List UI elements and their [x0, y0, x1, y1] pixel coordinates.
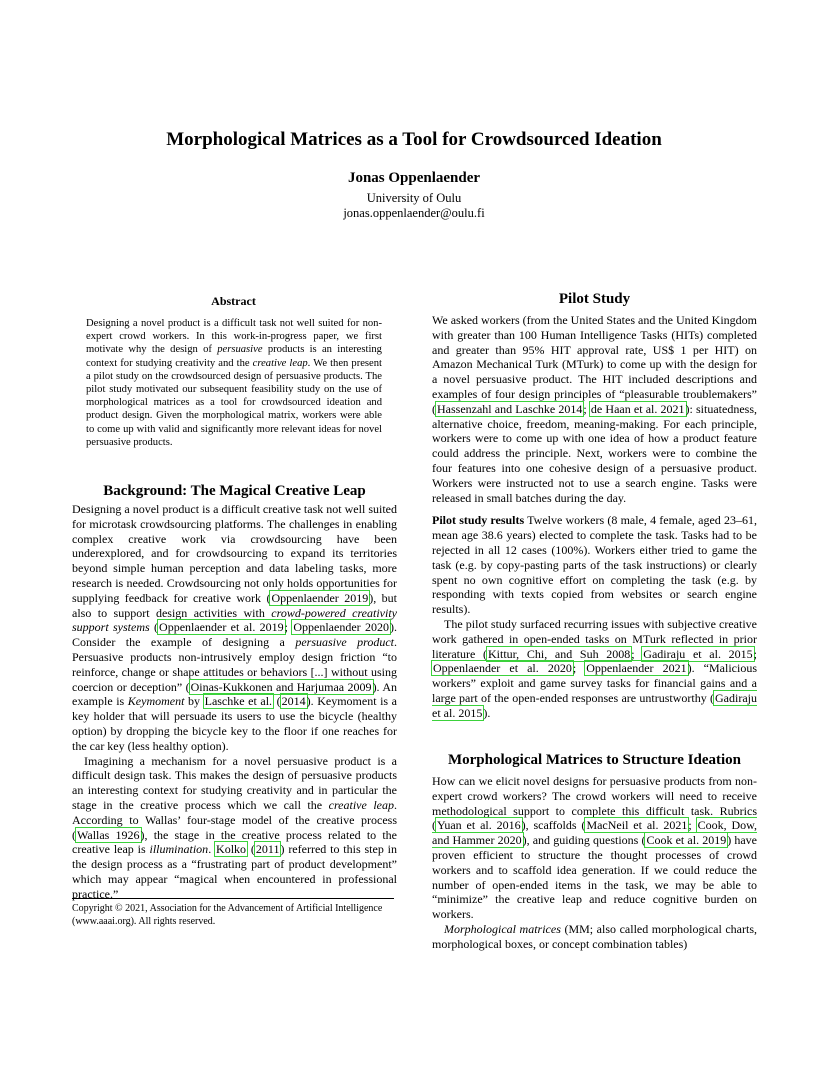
background-paragraph-2: Imagining a mechanism for a novel persuasive product is a difficult design task. This makes the design of persuasive products an interesting context for studying creativity and in particular the stage in the creative process which we call the creative leap. According to Wallas’ four-stage model of the creative process (Wallas 1926), the stage in the creative process related to the creative leap is illumination. Kolko (2011) referred to this step in the design process as a “frustrating part of product development” which may appear “magical when encountered in professional practice.” [72, 753, 398, 901]
citation-link[interactable]: Oppenlaender 2020 [293, 620, 389, 635]
pilot-paragraph-3: The pilot study surfaced recurring issues with subjective creative work gathered in open-ended tasks on MTurk reflected in prior literature (Kittur, Chi, and Suh 2008; Gadiraju et al. 2015; Oppenlaender et al. 2020; Oppenlaender 2021). “Malicious workers” exploit and game survey tasks for financial gains and a large part of the open-ended responses are untrustworthy (Gadiraju et al. 2015). [432, 616, 757, 720]
mm-paragraph-1: How can we elicit novel designs for persuasive products from non-expert crowd workers? The crowd workers will need to receive methodological support to complete this difficult task. Rubrics (Yuan et al. 2016), scaffolds (MacNeil et al. 2021; Cook, Dow, and Hammer 2020), and guiding questions (Cook et al. 2019) have proven efficient to structure the thought processes of crowd workers and to scaffold idea generation. If we could reduce the number of open-ended items in the task, we may be able to “minimize” the creative leap and reduce cognitive burden on workers. [432, 774, 758, 922]
footnote-divider [72, 898, 394, 899]
citation-link[interactable]: Oinas-Kukkonen and Harjumaa 2009 [190, 679, 372, 694]
copyright-footnote: Copyright © 2021, Association for the Advancement of Artificial Intelligence (www.aaai.org). All rights reserved. [72, 903, 383, 927]
paper-title: Morphological Matrices as a Tool for Crowdsourced Ideation [166, 129, 662, 150]
abstract-body: Designing a novel product is a difficult task not well suited for non-expert crowd workers. In this work-in-progress paper, we first motivate why the design of persuasive products is an interesting context for studying creativity and the creative leap. We then present a pilot study on the crowdsourced design of persuasive products. The pilot study motivated our subsequent feasibility study on the use of morphological matrices as a tool for crowdsourced ideation and product design. Given the morphological matrix, workers were able to come up with valid and significantly more relevant ideas for novel persuasive products. [86, 318, 382, 448]
citation-link[interactable]: Oppenlaender et al. 2020 [433, 661, 572, 676]
citation-link[interactable]: Wallas 1926 [77, 827, 140, 842]
pilot-study-body [432, 313, 757, 721]
citation-link[interactable]: Oppenlaender 2021 [586, 661, 687, 676]
morphological-matrices-heading: Morphological Matrices to Structure Ideation [447, 752, 741, 768]
abstract-heading: Abstract [211, 294, 256, 308]
morphological-matrices-body [432, 774, 757, 952]
citation-link[interactable]: Oppenlaender et al. 2019 [159, 620, 284, 635]
pilot-paragraph-1: We asked workers (from the United States and the United Kingdom with greater than 100 Human Intelligence Tasks (HITs) completed and greater than 95% HIT approval rate, US$ 1 per HIT) on Amazon Mechanical Turk (MTurk) to come up with the design for a novel persuasive product. The HIT included descriptions and examples of four design principles of “pleasurable troublemakers” (Hassenzahl and Laschke 2014; de Haan et al. 2021): situatedness, alternative choice, freedom, meaning-making. For each principle, workers were to come up with one idea of how a product feature could address the principle. Next, workers were to combine the four features into one cohesive design of a persuasive product. Workers were instructed not to use a search engine. Tasks were released in small batches during the day. [432, 313, 757, 505]
mm-paragraph-2: Morphological matrices (MM; also called morphological charts, morphological boxes, or concept combination tables) [432, 921, 757, 951]
author-name: Jonas Oppenlaender [347, 170, 481, 186]
paragraph-heading: Pilot study results [432, 513, 525, 528]
pilot-study-heading: Pilot Study [558, 291, 631, 307]
citation-link[interactable]: Laschke et al. [204, 694, 273, 709]
pilot-paragraph-results: Pilot study results Twelve workers (8 male, 4 female, aged 23–61, mean age 38.6 years) elected to complete the task. Tasks had to be rejected in all 12 cases (100%). Workers either tried to game the task (e.g. by copy-pasting parts of the task instructions) or clearly spent no own cognitive effort on completing the task (e.g. by responding with texts copied from websites or search engine results). [432, 513, 757, 617]
citation-link[interactable]: Cook et al. 2019 [646, 833, 727, 848]
author-affiliation: University of Oulu [366, 191, 462, 205]
citation-link[interactable]: Cook, Dow, and Hammer 2020 [432, 818, 758, 848]
background-heading: Background: The Magical Creative Leap [103, 483, 366, 499]
citation-link[interactable]: Hassenzahl and Laschke 2014 [437, 401, 583, 416]
author-email: jonas.oppenlaender@oulu.fi [343, 206, 485, 220]
background-paragraph-1: Designing a novel product is a difficult creative task not well suited for microtask crowdsourcing platforms. The challenges in enabling complex creative work via crowdsourcing have been underexplored, and for crowdsourcing to expand its territories beyond simple human perception and data labeling tasks, more research is needed. Crowdsourcing not only holds opportunities for supplying feedback for creative work (Oppenlaender 2019), but also to support design activities with crowd-powered creativity support systems (Oppenlaender et al. 2019; Oppenlaender 2020). Consider the example of designing a persuasive product. Persuasive products non-intrusively employ design friction “to reinforce, change or shape attitudes or behaviors [...] without using coercion or deception” (Oinas-Kukkonen and Harjumaa 2009). An example is Keymoment by Laschke et al. (2014). Keymoment is a key holder that will persuade its users to use the bicycle (healthy option) by dropping the bicycle key to the floor if one reaches for the car key (less healthy option). [72, 502, 398, 753]
citation-link[interactable]: Oppenlaender 2019 [271, 590, 369, 605]
citation-link[interactable]: Yuan et al. 2016 [437, 818, 521, 833]
citation-link[interactable]: 2014 [281, 694, 306, 709]
background-body [72, 502, 397, 902]
citation-link[interactable]: Kolko [216, 842, 247, 857]
citation-link[interactable]: 2011 [255, 842, 280, 857]
citation-link[interactable]: Gadiraju et al. 2015 [643, 646, 753, 661]
citation-link[interactable]: de Haan et al. 2021 [590, 401, 685, 416]
citation-link[interactable]: MacNeil et al. 2021 [586, 818, 688, 833]
citation-link[interactable]: Gadiraju et al. 2015 [432, 690, 757, 720]
citation-link[interactable]: Kittur, Chi, and Suh 2008 [488, 646, 631, 661]
